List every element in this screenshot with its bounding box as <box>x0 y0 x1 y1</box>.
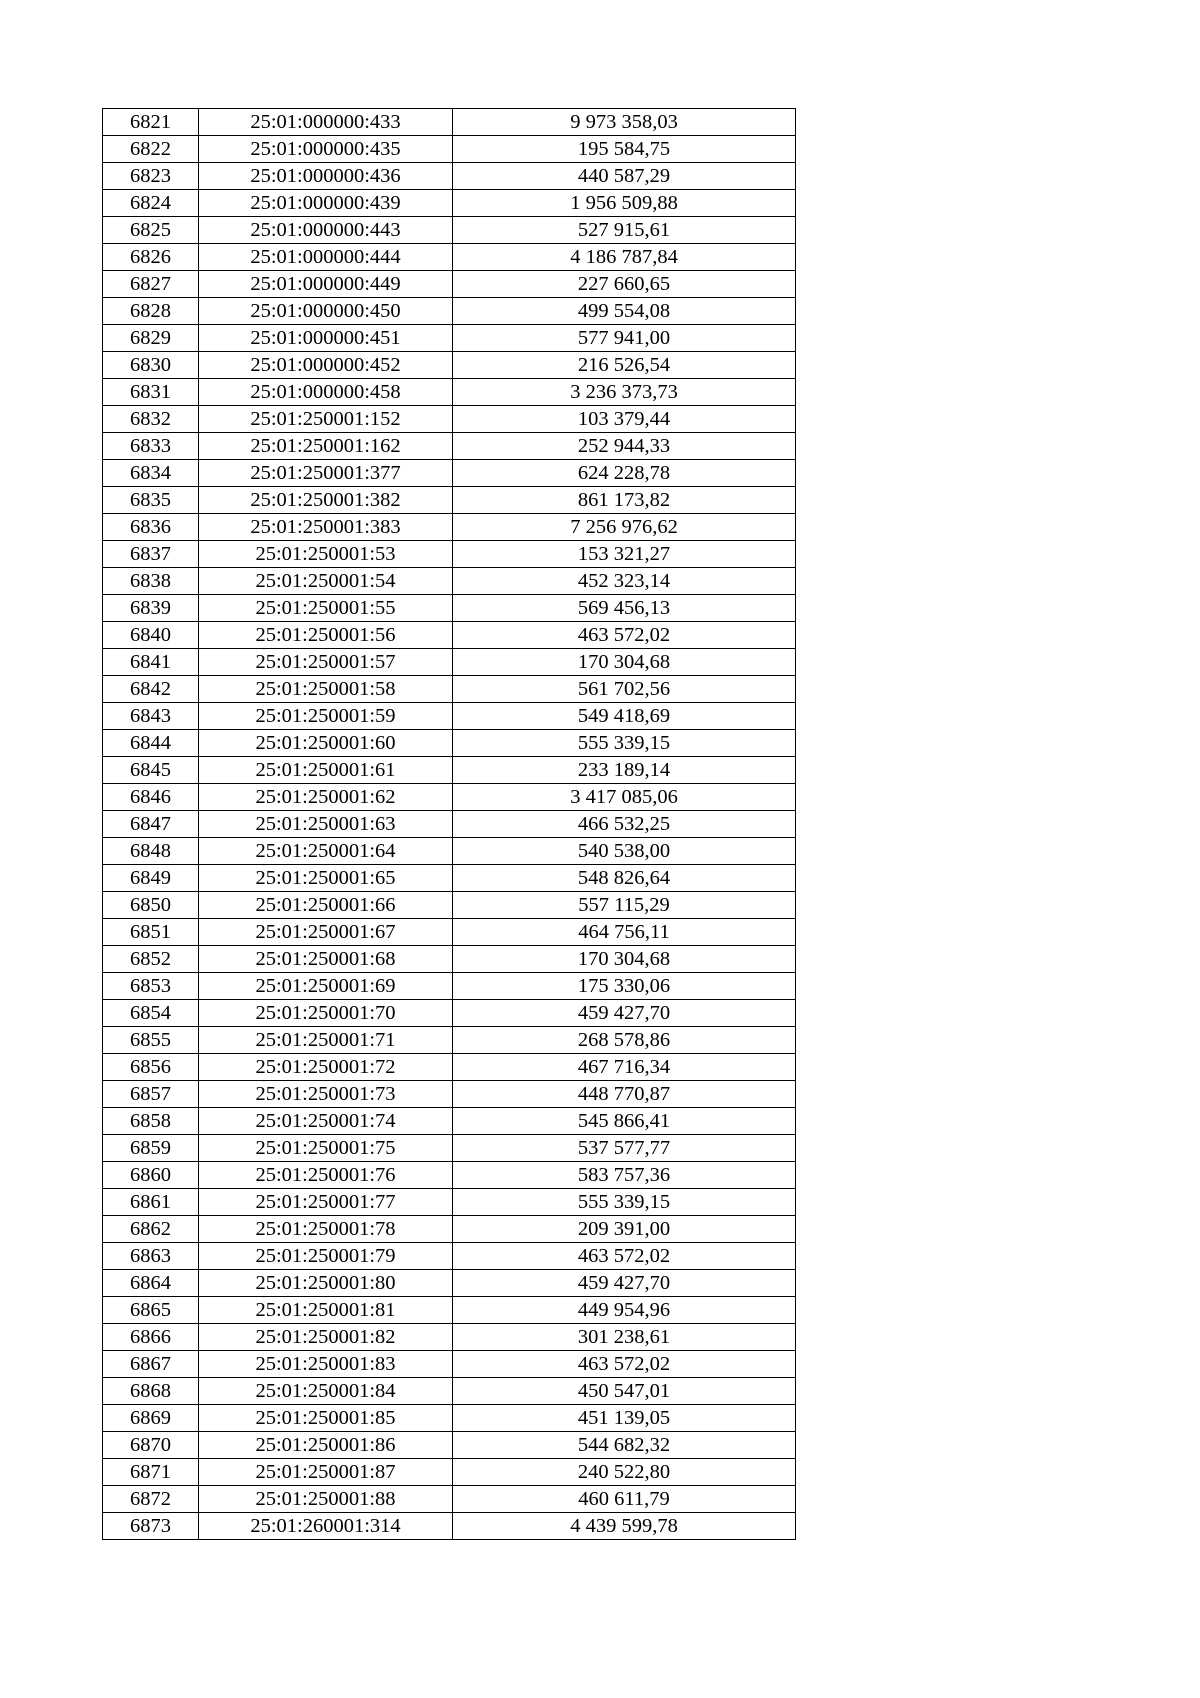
cadastral-number-cell: 25:01:000000:450 <box>199 298 453 325</box>
cadastral-value-cell: 452 323,14 <box>453 568 796 595</box>
table-row <box>103 865 796 892</box>
cadastral-number-cell: 25:01:250001:88 <box>199 1486 453 1513</box>
cadastral-value-cell: 1 956 509,88 <box>453 190 796 217</box>
cadastral-value-table <box>102 108 796 1540</box>
table-row <box>103 163 796 190</box>
cadastral-number-cell: 25:01:250001:60 <box>199 730 453 757</box>
row-number-cell: 6828 <box>103 298 199 325</box>
cadastral-value-cell: 527 915,61 <box>453 217 796 244</box>
row-number-cell: 6867 <box>103 1351 199 1378</box>
cadastral-number-cell: 25:01:000000:451 <box>199 325 453 352</box>
table-row <box>103 730 796 757</box>
cadastral-value-cell: 583 757,36 <box>453 1162 796 1189</box>
table-row <box>103 1162 796 1189</box>
row-number-cell: 6846 <box>103 784 199 811</box>
table-row <box>103 1081 796 1108</box>
cadastral-number-cell: 25:01:250001:81 <box>199 1297 453 1324</box>
cadastral-value-cell: 537 577,77 <box>453 1135 796 1162</box>
cadastral-number-cell: 25:01:250001:383 <box>199 514 453 541</box>
table-row <box>103 1351 796 1378</box>
cadastral-value-cell: 233 189,14 <box>453 757 796 784</box>
row-number-cell: 6829 <box>103 325 199 352</box>
cadastral-number-cell: 25:01:250001:66 <box>199 892 453 919</box>
row-number-cell: 6836 <box>103 514 199 541</box>
cadastral-number-cell: 25:01:000000:452 <box>199 352 453 379</box>
row-number-cell: 6845 <box>103 757 199 784</box>
row-number-cell: 6822 <box>103 136 199 163</box>
table-row <box>103 433 796 460</box>
row-number-cell: 6821 <box>103 109 199 136</box>
cadastral-number-cell: 25:01:250001:152 <box>199 406 453 433</box>
cadastral-number-cell: 25:01:250001:74 <box>199 1108 453 1135</box>
row-number-cell: 6839 <box>103 595 199 622</box>
cadastral-number-cell: 25:01:250001:77 <box>199 1189 453 1216</box>
cadastral-value-cell: 861 173,82 <box>453 487 796 514</box>
cadastral-number-cell: 25:01:250001:87 <box>199 1459 453 1486</box>
cadastral-value-cell: 545 866,41 <box>453 1108 796 1135</box>
cadastral-number-cell: 25:01:250001:84 <box>199 1378 453 1405</box>
cadastral-number-cell: 25:01:250001:63 <box>199 811 453 838</box>
row-number-cell: 6865 <box>103 1297 199 1324</box>
row-number-cell: 6871 <box>103 1459 199 1486</box>
cadastral-number-cell: 25:01:000000:458 <box>199 379 453 406</box>
row-number-cell: 6860 <box>103 1162 199 1189</box>
row-number-cell: 6848 <box>103 838 199 865</box>
cadastral-number-cell: 25:01:250001:57 <box>199 649 453 676</box>
cadastral-value-cell: 175 330,06 <box>453 973 796 1000</box>
row-number-cell: 6840 <box>103 622 199 649</box>
cadastral-value-cell: 451 139,05 <box>453 1405 796 1432</box>
cadastral-value-cell: 4 439 599,78 <box>453 1513 796 1540</box>
cadastral-number-cell: 25:01:250001:61 <box>199 757 453 784</box>
cadastral-number-cell: 25:01:250001:67 <box>199 919 453 946</box>
cadastral-number-cell: 25:01:250001:377 <box>199 460 453 487</box>
table-row <box>103 892 796 919</box>
table-row <box>103 352 796 379</box>
row-number-cell: 6832 <box>103 406 199 433</box>
table-row <box>103 1216 796 1243</box>
cadastral-number-cell: 25:01:250001:86 <box>199 1432 453 1459</box>
row-number-cell: 6857 <box>103 1081 199 1108</box>
cadastral-value-cell: 216 526,54 <box>453 352 796 379</box>
cadastral-number-cell: 25:01:250001:69 <box>199 973 453 1000</box>
cadastral-number-cell: 25:01:250001:83 <box>199 1351 453 1378</box>
cadastral-value-cell: 3 417 085,06 <box>453 784 796 811</box>
table-row <box>103 973 796 1000</box>
row-number-cell: 6844 <box>103 730 199 757</box>
cadastral-number-cell: 25:01:000000:436 <box>199 163 453 190</box>
table-row <box>103 1027 796 1054</box>
table-row <box>103 487 796 514</box>
table-row <box>103 244 796 271</box>
row-number-cell: 6825 <box>103 217 199 244</box>
cadastral-value-cell: 170 304,68 <box>453 946 796 973</box>
row-number-cell: 6869 <box>103 1405 199 1432</box>
row-number-cell: 6847 <box>103 811 199 838</box>
table-row <box>103 568 796 595</box>
cadastral-value-cell: 557 115,29 <box>453 892 796 919</box>
cadastral-value-cell: 577 941,00 <box>453 325 796 352</box>
row-number-cell: 6859 <box>103 1135 199 1162</box>
cadastral-number-cell: 25:01:250001:68 <box>199 946 453 973</box>
cadastral-value-cell: 540 538,00 <box>453 838 796 865</box>
cadastral-value-cell: 195 584,75 <box>453 136 796 163</box>
row-number-cell: 6861 <box>103 1189 199 1216</box>
cadastral-number-cell: 25:01:250001:55 <box>199 595 453 622</box>
row-number-cell: 6835 <box>103 487 199 514</box>
table-row <box>103 1189 796 1216</box>
cadastral-value-cell: 464 756,11 <box>453 919 796 946</box>
row-number-cell: 6827 <box>103 271 199 298</box>
row-number-cell: 6830 <box>103 352 199 379</box>
cadastral-number-cell: 25:01:250001:79 <box>199 1243 453 1270</box>
cadastral-value-cell: 252 944,33 <box>453 433 796 460</box>
table-row <box>103 1243 796 1270</box>
cadastral-value-cell: 448 770,87 <box>453 1081 796 1108</box>
cadastral-value-cell: 3 236 373,73 <box>453 379 796 406</box>
cadastral-number-cell: 25:01:250001:58 <box>199 676 453 703</box>
cadastral-number-cell: 25:01:000000:449 <box>199 271 453 298</box>
cadastral-number-cell: 25:01:250001:78 <box>199 1216 453 1243</box>
row-number-cell: 6866 <box>103 1324 199 1351</box>
cadastral-number-cell: 25:01:000000:439 <box>199 190 453 217</box>
row-number-cell: 6864 <box>103 1270 199 1297</box>
table-row <box>103 1486 796 1513</box>
table-row <box>103 1135 796 1162</box>
cadastral-value-cell: 569 456,13 <box>453 595 796 622</box>
row-number-cell: 6868 <box>103 1378 199 1405</box>
table-row <box>103 649 796 676</box>
cadastral-number-cell: 25:01:250001:71 <box>199 1027 453 1054</box>
cadastral-value-cell: 555 339,15 <box>453 1189 796 1216</box>
table-row <box>103 838 796 865</box>
table-row <box>103 271 796 298</box>
cadastral-value-cell: 463 572,02 <box>453 1243 796 1270</box>
cadastral-number-cell: 25:01:250001:70 <box>199 1000 453 1027</box>
table-row <box>103 541 796 568</box>
cadastral-value-cell: 463 572,02 <box>453 1351 796 1378</box>
row-number-cell: 6872 <box>103 1486 199 1513</box>
cadastral-value-cell: 460 611,79 <box>453 1486 796 1513</box>
table-row <box>103 514 796 541</box>
cadastral-value-cell: 301 238,61 <box>453 1324 796 1351</box>
table-row <box>103 1108 796 1135</box>
row-number-cell: 6862 <box>103 1216 199 1243</box>
table-row <box>103 1459 796 1486</box>
row-number-cell: 6873 <box>103 1513 199 1540</box>
cadastral-value-cell: 170 304,68 <box>453 649 796 676</box>
row-number-cell: 6826 <box>103 244 199 271</box>
table-row <box>103 1378 796 1405</box>
table-row <box>103 595 796 622</box>
table-row <box>103 703 796 730</box>
cadastral-number-cell: 25:01:260001:314 <box>199 1513 453 1540</box>
cadastral-number-cell: 25:01:250001:59 <box>199 703 453 730</box>
table-row <box>103 946 796 973</box>
row-number-cell: 6833 <box>103 433 199 460</box>
cadastral-number-cell: 25:01:250001:162 <box>199 433 453 460</box>
cadastral-number-cell: 25:01:250001:80 <box>199 1270 453 1297</box>
table-row <box>103 217 796 244</box>
table-row <box>103 190 796 217</box>
cadastral-value-cell: 548 826,64 <box>453 865 796 892</box>
cadastral-value-cell: 4 186 787,84 <box>453 244 796 271</box>
row-number-cell: 6838 <box>103 568 199 595</box>
row-number-cell: 6854 <box>103 1000 199 1027</box>
cadastral-number-cell: 25:01:000000:435 <box>199 136 453 163</box>
table-row <box>103 136 796 163</box>
row-number-cell: 6853 <box>103 973 199 1000</box>
cadastral-number-cell: 25:01:250001:56 <box>199 622 453 649</box>
row-number-cell: 6858 <box>103 1108 199 1135</box>
row-number-cell: 6852 <box>103 946 199 973</box>
cadastral-value-cell: 466 532,25 <box>453 811 796 838</box>
row-number-cell: 6843 <box>103 703 199 730</box>
cadastral-value-cell: 227 660,65 <box>453 271 796 298</box>
cadastral-value-cell: 240 522,80 <box>453 1459 796 1486</box>
row-number-cell: 6849 <box>103 865 199 892</box>
row-number-cell: 6834 <box>103 460 199 487</box>
cadastral-number-cell: 25:01:000000:444 <box>199 244 453 271</box>
table-row <box>103 325 796 352</box>
row-number-cell: 6850 <box>103 892 199 919</box>
row-number-cell: 6870 <box>103 1432 199 1459</box>
cadastral-value-cell: 459 427,70 <box>453 1000 796 1027</box>
table-row <box>103 1405 796 1432</box>
row-number-cell: 6824 <box>103 190 199 217</box>
cadastral-value-cell: 459 427,70 <box>453 1270 796 1297</box>
cadastral-number-cell: 25:01:250001:54 <box>199 568 453 595</box>
table-row <box>103 109 796 136</box>
cadastral-value-cell: 450 547,01 <box>453 1378 796 1405</box>
cadastral-value-cell: 561 702,56 <box>453 676 796 703</box>
cadastral-value-cell: 463 572,02 <box>453 622 796 649</box>
cadastral-value-cell: 499 554,08 <box>453 298 796 325</box>
cadastral-number-cell: 25:01:000000:433 <box>199 109 453 136</box>
cadastral-number-cell: 25:01:250001:382 <box>199 487 453 514</box>
table-row <box>103 1054 796 1081</box>
row-number-cell: 6851 <box>103 919 199 946</box>
table-row <box>103 811 796 838</box>
cadastral-number-cell: 25:01:250001:72 <box>199 1054 453 1081</box>
cadastral-number-cell: 25:01:250001:75 <box>199 1135 453 1162</box>
table-body <box>103 109 796 1540</box>
row-number-cell: 6863 <box>103 1243 199 1270</box>
cadastral-number-cell: 25:01:250001:82 <box>199 1324 453 1351</box>
cadastral-value-cell: 268 578,86 <box>453 1027 796 1054</box>
table-row <box>103 1297 796 1324</box>
cadastral-value-cell: 7 256 976,62 <box>453 514 796 541</box>
cadastral-value-cell: 153 321,27 <box>453 541 796 568</box>
cadastral-value-cell: 440 587,29 <box>453 163 796 190</box>
row-number-cell: 6837 <box>103 541 199 568</box>
cadastral-value-cell: 449 954,96 <box>453 1297 796 1324</box>
table-row <box>103 622 796 649</box>
cadastral-value-cell: 555 339,15 <box>453 730 796 757</box>
table-row <box>103 784 796 811</box>
table-row <box>103 1432 796 1459</box>
row-number-cell: 6856 <box>103 1054 199 1081</box>
table-row <box>103 1324 796 1351</box>
cadastral-number-cell: 25:01:250001:62 <box>199 784 453 811</box>
row-number-cell: 6842 <box>103 676 199 703</box>
cadastral-number-cell: 25:01:250001:85 <box>199 1405 453 1432</box>
row-number-cell: 6831 <box>103 379 199 406</box>
row-number-cell: 6841 <box>103 649 199 676</box>
table-row <box>103 406 796 433</box>
table-row <box>103 1270 796 1297</box>
cadastral-value-cell: 103 379,44 <box>453 406 796 433</box>
cadastral-number-cell: 25:01:250001:73 <box>199 1081 453 1108</box>
cadastral-value-cell: 9 973 358,03 <box>453 109 796 136</box>
cadastral-value-cell: 549 418,69 <box>453 703 796 730</box>
cadastral-number-cell: 25:01:250001:53 <box>199 541 453 568</box>
table-row <box>103 676 796 703</box>
table-row <box>103 757 796 784</box>
cadastral-number-cell: 25:01:250001:76 <box>199 1162 453 1189</box>
table-row <box>103 919 796 946</box>
table-row <box>103 298 796 325</box>
cadastral-value-cell: 467 716,34 <box>453 1054 796 1081</box>
row-number-cell: 6855 <box>103 1027 199 1054</box>
table-row <box>103 460 796 487</box>
cadastral-number-cell: 25:01:250001:65 <box>199 865 453 892</box>
cadastral-number-cell: 25:01:250001:64 <box>199 838 453 865</box>
table-row <box>103 1000 796 1027</box>
table-row <box>103 379 796 406</box>
row-number-cell: 6823 <box>103 163 199 190</box>
cadastral-number-cell: 25:01:000000:443 <box>199 217 453 244</box>
cadastral-value-cell: 209 391,00 <box>453 1216 796 1243</box>
cadastral-value-cell: 544 682,32 <box>453 1432 796 1459</box>
table-row <box>103 1513 796 1540</box>
cadastral-value-cell: 624 228,78 <box>453 460 796 487</box>
